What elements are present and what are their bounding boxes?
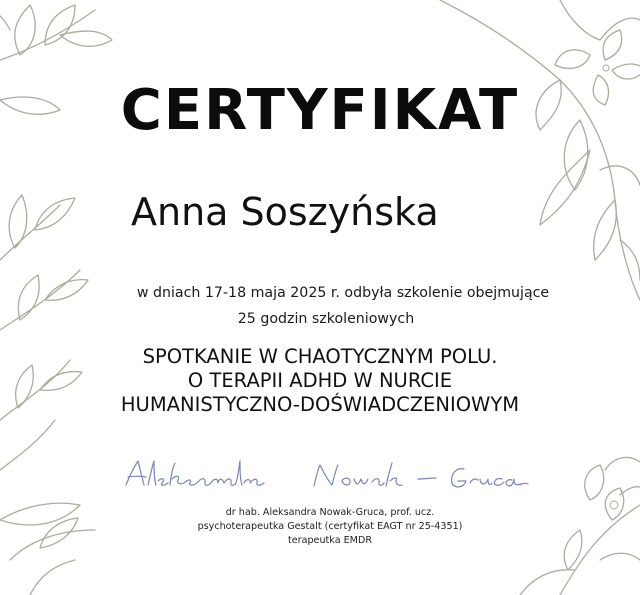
training-hours-line: 25 godzin szkoleniowych <box>237 311 415 327</box>
recipient-name: Anna Soszyńska <box>131 190 439 234</box>
course-title-line-1: SPOTKANIE W CHAOTYCZNYM POLU. <box>142 345 498 368</box>
course-title-line-3: HUMANISTYCZNO-DOŚWIADCZENIOWYM <box>120 393 520 416</box>
handwritten-signature <box>118 455 538 505</box>
certificate-title: CERTYFIKAT <box>120 78 520 143</box>
signatory-credential-emdr: terapeutka EMDR <box>287 535 373 546</box>
course-title-line-2: O TERAPII ADHD W NURCIE <box>187 369 453 392</box>
signatory-name: dr hab. Aleksandra Nowak-Gruca, prof. ucz. <box>225 507 435 518</box>
signatory-credential: psychoterapeutka Gestalt (certyfikat EAGT nr 25-4351) <box>197 521 463 532</box>
flower-branch-top-right <box>440 0 640 300</box>
statement-line: w dniach 17-18 maja 2025 r. odbyła szkolenie obejmujące <box>136 285 550 301</box>
